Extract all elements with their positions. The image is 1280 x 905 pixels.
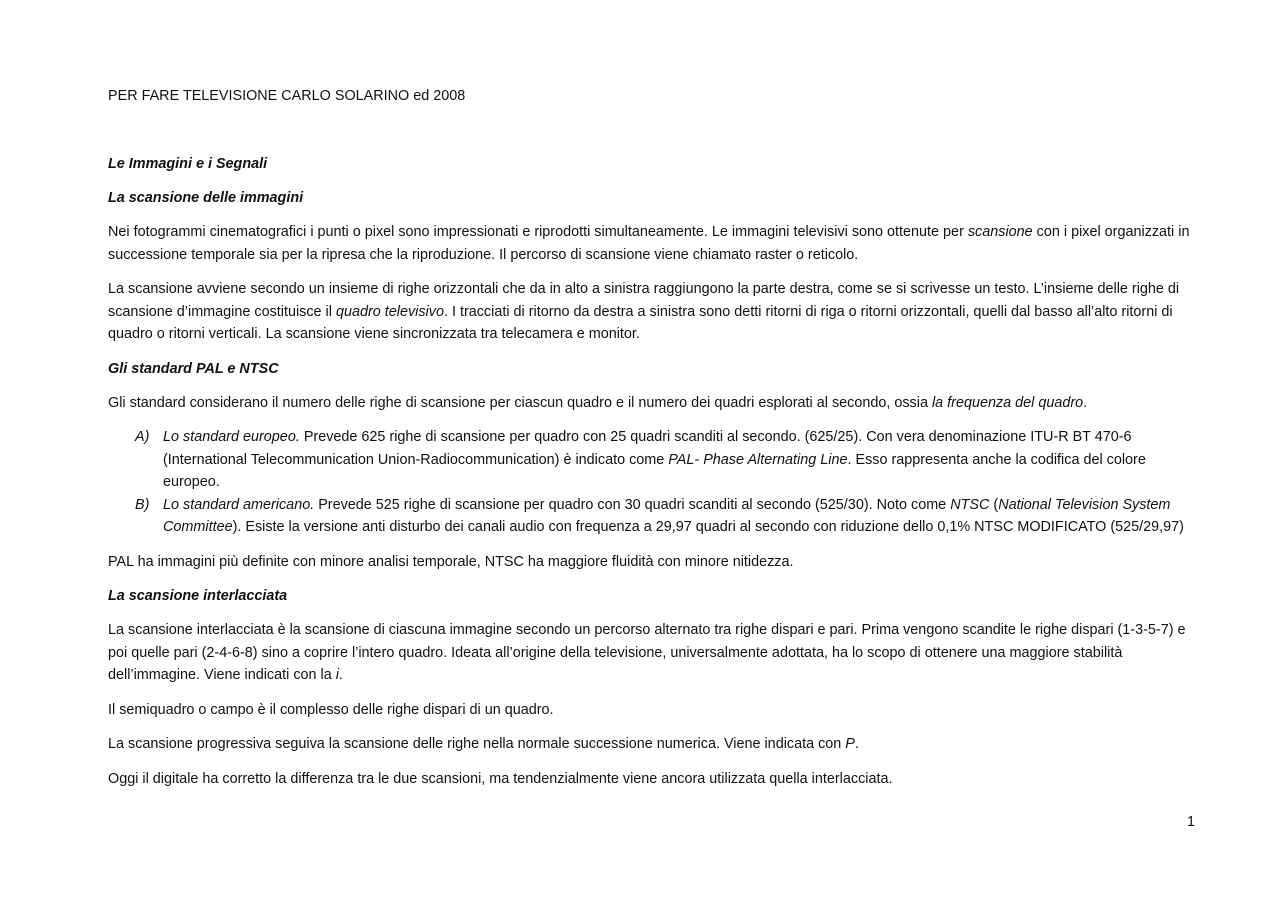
heading-scansione-immagini: La scansione delle immagini xyxy=(108,190,304,206)
list-marker: A) xyxy=(135,429,150,445)
standards-list xyxy=(108,426,1196,539)
paragraph-digitale: Oggi il digitale ha corretto la differenza tra le due scansioni, ma tendenzialmente viene ancora utilizzata quella interlacciata. xyxy=(108,770,893,787)
paragraph-interlacciata: La scansione interlacciata è la scansione di ciascuna immagine secondo un percorso alternato tra righe dispari e pari. Prima vengono scandite le righe dispari (1-3-5-7) e poi quelle pari (2-4-6-8) sino a coprire l’intero quadro. Ideata all’origine della televisione, universalmente adottata, ha lo scopo di ottenere una maggiore stabilità dell’immagine. Viene indicati con la i. xyxy=(108,622,1186,683)
list-item-standard-europeo: A) Lo standard europeo. Prevede 625 righe di scansione per quadro con 25 quadri scanditi al secondo. (625/25). Con vera denominazione ITU-R BT 470-6 (International Telecommunication Union-Radiocommunication) è indicato come PAL- Phase Alternating Line. Esso rappresenta anche la codifica del colore europeo. xyxy=(108,426,1196,494)
heading-standard-pal-ntsc: Gli standard PAL e NTSC xyxy=(108,360,279,377)
document-title: PER FARE TELEVISIONE CARLO SOLARINO ed 2008 xyxy=(108,88,466,104)
page-number: 1 xyxy=(1186,814,1195,830)
paragraph-semiquadro: Il semiquadro o campo è il complesso delle righe dispari di un quadro. xyxy=(108,701,554,718)
heading-scansione-interlacciata: La scansione interlacciata xyxy=(108,588,288,604)
heading-immagini-segnali: Le Immagini e i Segnali xyxy=(108,156,268,172)
paragraph-fotogrammi: Nei fotogrammi cinematografici i punti o pixel sono impressionati e riprodotti simultaneamente. Le immagini televisivi sono ottenute per scansione con i pixel organizzati in successione temporale sia per la ripresa che la riproduzione. Il percorso di scansione viene chiamato raster o reticolo. xyxy=(108,224,1190,263)
paragraph-progressiva: La scansione progressiva seguiva la scansione delle righe nella normale successione numerica. Viene indicata con P. xyxy=(108,736,859,752)
paragraph-pal-vs-ntsc: PAL ha immagini più definite con minore analisi temporale, NTSC ha maggiore fluidità con minore nitidezza. xyxy=(108,553,794,570)
paragraph-scansione-righe: La scansione avviene secondo un insieme di righe orizzontali che da in alto a sinistra raggiungono la parte destra, come se si scrivesse un testo. L’insieme delle righe di scansione d’immagine costituisce il quadro televisivo. I tracciati di ritorno da destra a sinistra sono detti ritorni di riga o ritorni orizzontali, quelli dal basso all’alto ritorni di quadro o ritorni verticali. La scansione viene sincronizzata tra telecamera e monitor. xyxy=(108,281,1180,342)
list-item-standard-americano: B) Lo standard americano. Prevede 525 righe di scansione per quadro con 30 quadri scanditi al secondo (525/30). Noto come NTSC (National Television System Committee). Esiste la versione anti disturbo dei canali audio con frequenza a 29,97 quadri al secondo con riduzione dello 0,1% NTSC MODIFICATO (525/29,97) xyxy=(108,494,1196,539)
list-marker: B) xyxy=(135,496,150,513)
paragraph-standard-intro: Gli standard considerano il numero delle righe di scansione per ciascun quadro e il numero dei quadri esplorati al secondo, ossia la frequenza del quadro. xyxy=(108,394,1088,411)
